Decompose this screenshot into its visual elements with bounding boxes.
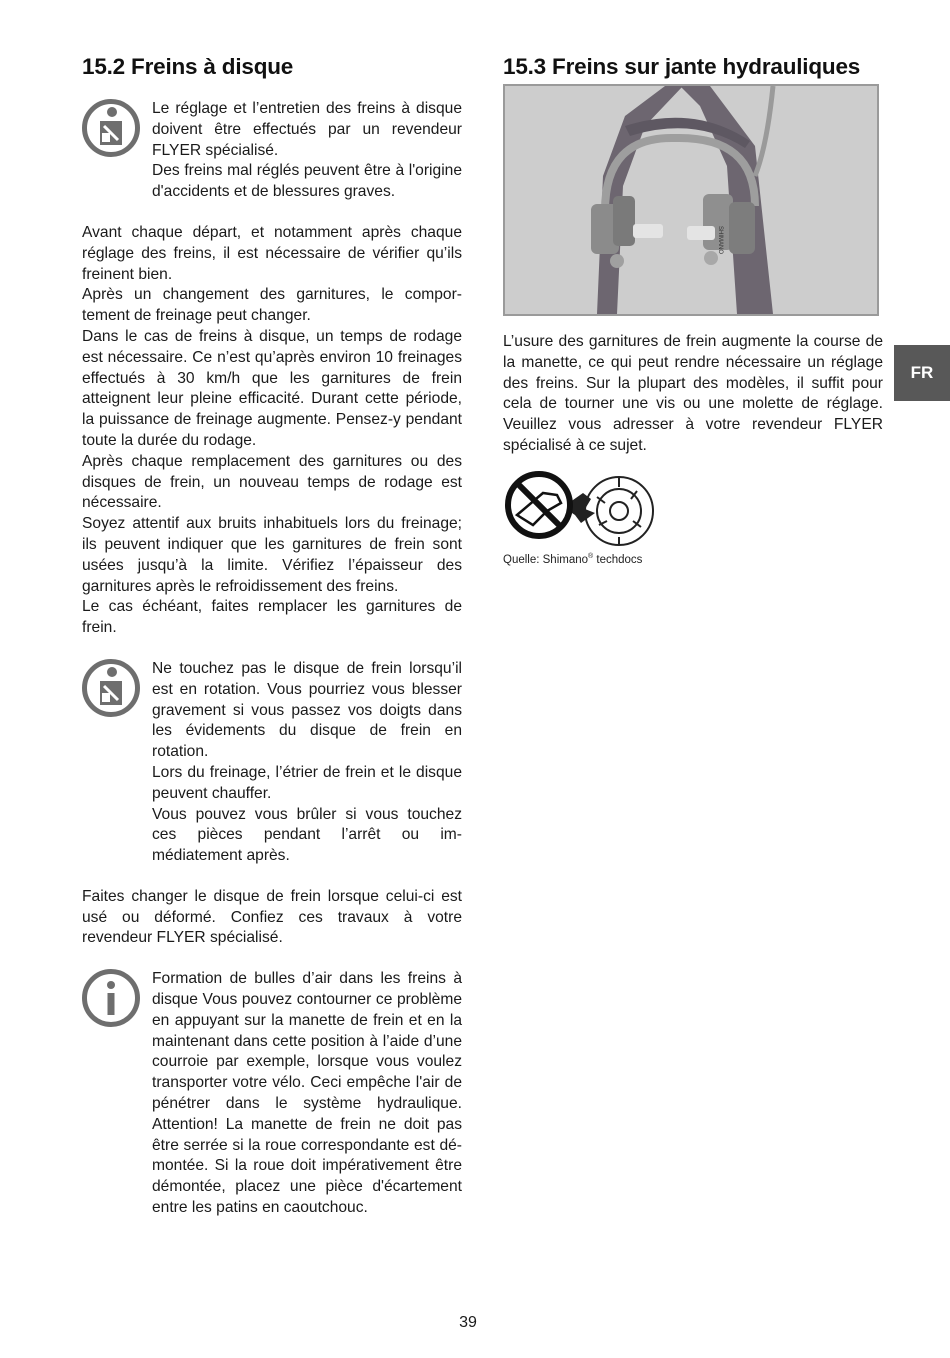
right-column [503,52,883,566]
brand-label: SHIMANO [717,226,723,255]
paragraph: Après un changement des garnitures, le comportement de freinage peut changer. [82,286,462,325]
warning-text: Le réglage et l’entretien des freins à disque doivent être effectués par un revendeur FLYER spécialisé. [152,100,462,159]
left-column [82,52,462,1219]
section-title-disc-brakes: 15.2 Freins à disque [82,54,294,79]
warning-text: Ne touchez pas le disque de frein lorsqu’il est en rotation. Vous pourriez vous blesser gravement si vous passez vos doigts dans les évidements du disque de frein en rotation. [152,659,462,761]
warning-text: Vous pouvez vous brûler si vous touchez ces pièces pendant l’arrêt ou immédiatement après. [152,805,462,865]
body-block [82,223,462,639]
warning-note-2 [82,659,462,867]
no-touching-rotor-pictogram [503,467,659,547]
registered-mark: ® [588,552,594,560]
caption-text: techdocs [593,553,643,566]
warning-text: Des freins mal réglés peuvent être à l'origine d'accidents et de blessures graves. [152,162,462,201]
section-title-rim-brakes: 15.3 Freins sur jante hydrauliques [503,54,861,79]
brake-illustration [505,86,877,314]
paragraph: Faites changer le disque de frein lorsque celui-ci est usé ou déformé. Confiez ces travaux à votre revendeur FLYER spécialisé. [82,887,462,947]
paragraph: Soyez attentif aux bruits inhabituels lors du freinage; ils peuvent indiquer que les garnitures de frein sont usées jusqu’à la limite. Vérifiez l’épaisseur des garnitures après le refroidissement des freins. [82,515,462,595]
paragraph: L’usure des garnitures de frein augmente la course de la manette, ce qui peut rendre nécessaire un réglage des freins. Sur la plupart des modèles, il suffit pour cela de tourner une vis ou une molette de réglage. Veuillez vous adresser à votre revendeur FLYER spécialisé à ce sujet. [503,333,883,454]
language-tab-fr: FR [894,345,950,401]
warning-note-1 [82,99,462,203]
caption-text: Quelle: Shimano [503,553,589,566]
info-text: Formation de bulles d’air dans les freins à disque Vous pouvez contourner ce problème en appuyant sur la manette de frein et en la maintenant dans cette position à l’aide d’une courroie par exemple, lorsque vous voulez transporter votre vélo. Ceci empêche l'air de pénétrer dans le système hydraulique. Attention! La manette de frein ne doit pas être serrée si la roue correspondante est démontée. Si la roue doit impérativement être démontée, placez une pièce d'écartement entre les patins en caoutchouc. [152,970,462,1217]
injury-warning-icon [82,659,140,717]
paragraph: Après chaque remplacement des garnitures ou des disques de frein, un nouveau temps de rodage est nécessaire. [82,452,462,512]
paragraph: Avant chaque départ, et notamment après chaque réglage des freins, il est nécessaire de vérifier qu’ils freinent bien. [82,223,462,283]
info-note [82,969,462,1219]
image-caption [503,553,883,566]
paragraph: Dans le cas de freins à disque, un temps de rodage est nécessaire. Ce n’est qu’après environ 10 freinages effectués à 30 km/h que les garnitures de frein atteignent leur pleine efficacité. Durant cette période, la puissance de freinage augmente. Pensez-y pendant toute la durée du rodage. [82,327,462,449]
hydraulic-rim-brake-photo [503,84,879,316]
paragraph: Le cas échéant, faites remplacer les garnitures de frein. [82,598,462,637]
page-number: 39 [459,1314,477,1331]
info-icon [82,969,140,1027]
warning-text: Lors du freinage, l’étrier de frein et le disque peuvent chauffer. [152,763,462,802]
injury-warning-icon [82,99,140,157]
